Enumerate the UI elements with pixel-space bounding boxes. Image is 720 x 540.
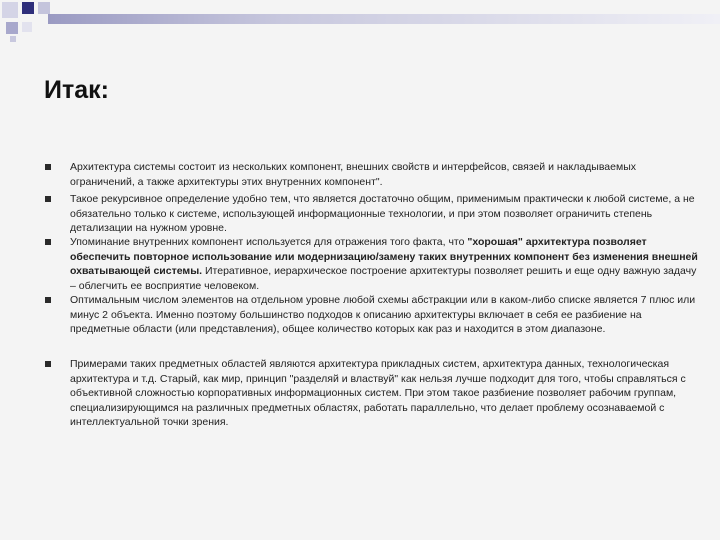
deco-square [38,2,50,14]
header-decoration [0,0,720,44]
bullet-text: Оптимальным числом элементов на отдельном уровне любой схемы абстракции или в каком-либо списке является 7 плюс или минус 2 объекта. Именно поэтому большинство подходов к описанию архитектуры включает в себя ее разбиение на предметные области (или представления), общее количество которых как раз и находится в этом диапазоне. [70,294,696,336]
bullet-text: Упоминание внутренних компонент используется для отражения того факта, что [70,236,468,248]
square-bullet-icon [45,361,51,367]
header-gradient-band [48,14,720,24]
square-bullet-icon [45,196,51,202]
square-bullet-icon [45,297,51,303]
bullet-text: Примерами таких предметных областей являются архитектура прикладных систем, архитектура данных, технологическая архитектура и т.д. Старый, как мир, принцип "разделяй и властвуй" как нельзя лучше подходит для того, чтобы справляться с объективной сложностью корпоративных информационных систем. При этом такое разбиение позволяет рабочим группам, специализирующимся на различных предметных областях, работать параллельно, что делает проблему осознаваемой с интеллектуальной точки зрения. [70,358,686,429]
deco-square [22,22,32,32]
deco-square [22,2,34,14]
deco-square [2,2,18,18]
bullet-item [0,293,720,357]
deco-square [10,36,16,42]
square-bullet-icon [45,239,51,245]
deco-square [6,22,18,34]
bullet-text: Такое рекурсивное определение удобно тем, что является достаточно общим, применимым практически к любой системе, а не обязательно только к системе, использующей информационные технологии, и при этом позволяет ограничить степень детализации на нужном уровне. [70,193,695,235]
bullet-item [0,192,720,235]
bullet-text: Итеративное, иерархическое построение архитектуры позволяет решить и еще одну важную задачу – облегчить ее восприятие человеком. [70,265,697,292]
bullet-item [0,357,720,430]
square-bullet-icon [45,164,51,170]
bullet-item [0,235,720,293]
bullet-list [0,160,720,430]
bullet-text-emphasis: "хорошая" архитектура позволяет обеспечить повторное использование или модернизацию/замену таких внутренних компонент без изменения внешней охватывающей системы. [70,236,698,278]
slide-title: Итак: [44,76,109,104]
bullet-item [0,160,720,192]
bullet-text: Архитектура системы состоит из нескольких компонент, внешних свойств и интерфейсов, связей и накладываемых ограничений, а также архитектуры этих внутренних компонент". [70,161,637,188]
